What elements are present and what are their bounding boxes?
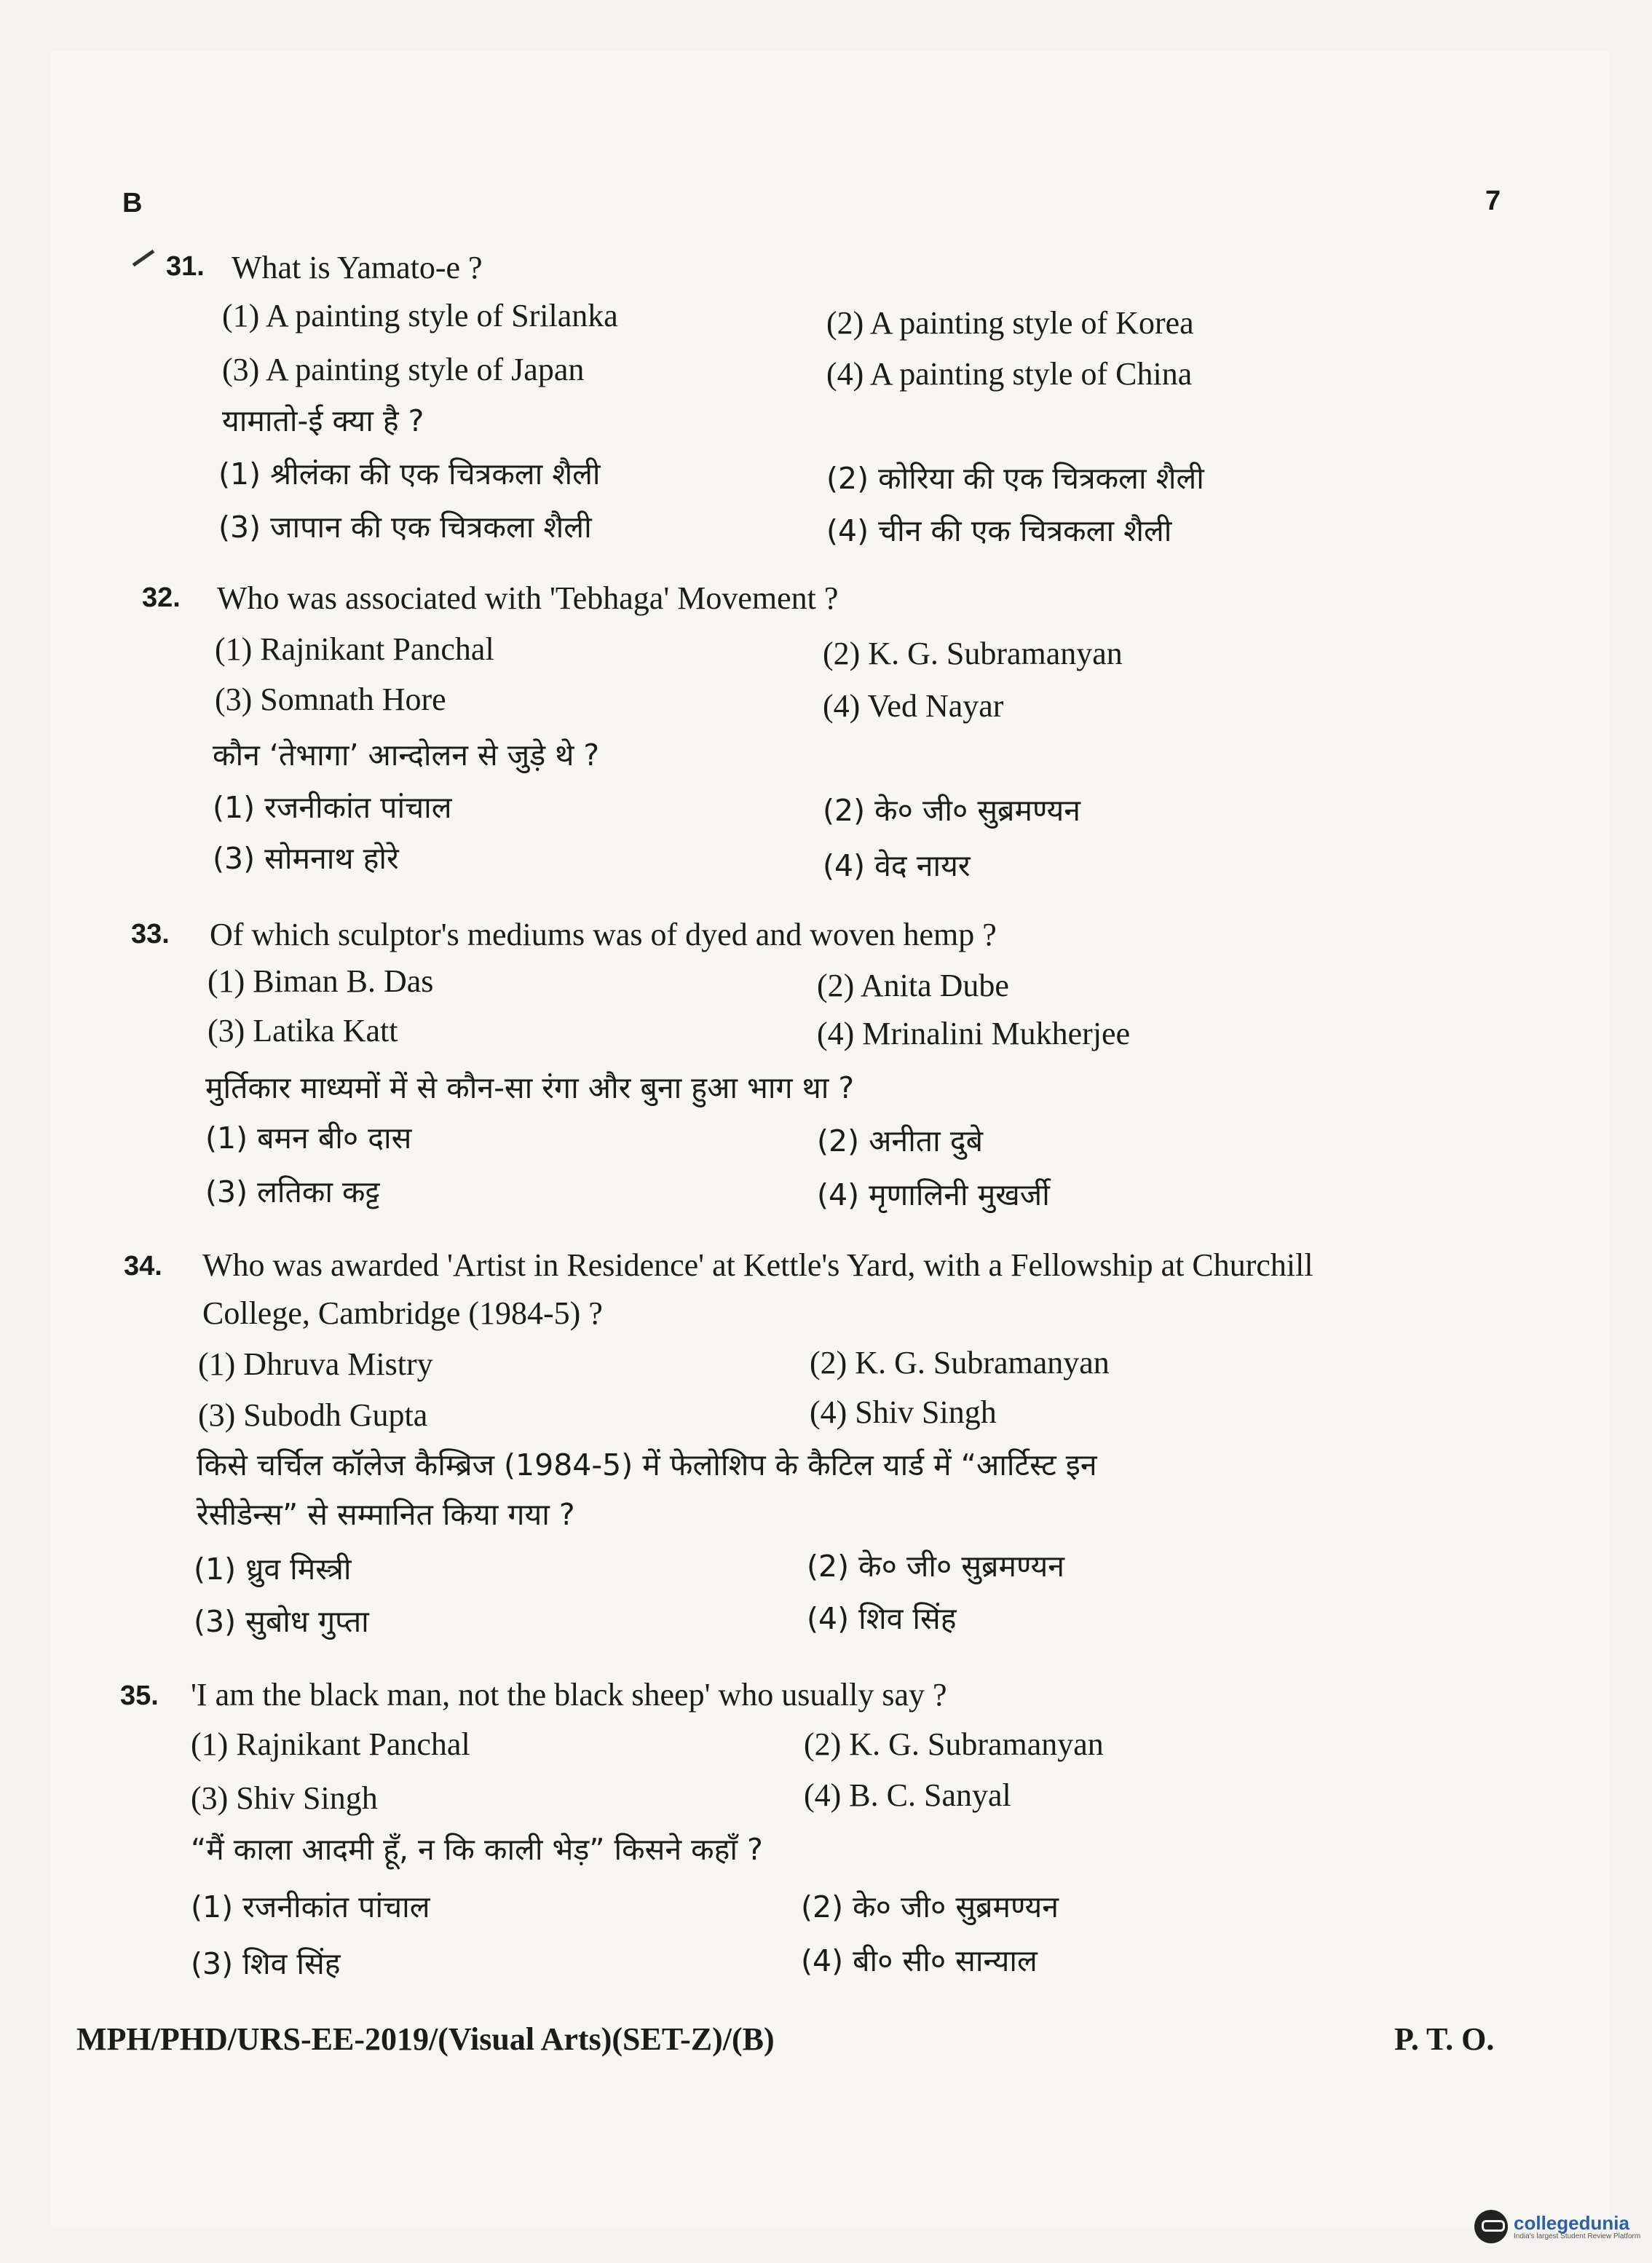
option-en-4: (4) Ved Nayar	[823, 688, 1004, 724]
logo-name: collegedunia	[1514, 2211, 1629, 2234]
option-hi-3: (3) सुबोध गुप्ता	[194, 1604, 369, 1639]
option-hi-2: (2) के० जी० सुब्रमण्यन	[801, 1889, 1059, 1924]
option-en-2: (2) Anita Dube	[817, 968, 1009, 1003]
question-text-hi-line2: रेसीडेन्स” से सम्मानित किया गया ?	[197, 1497, 575, 1532]
option-en-2: (2) K. G. Subramanyan	[823, 636, 1123, 671]
option-hi-4: (4) चीन की एक चित्रकला शैली	[826, 513, 1172, 548]
question-text-en-line2: College, Cambridge (1984-5) ?	[202, 1295, 603, 1331]
option-hi-4: (4) शिव सिंह	[807, 1601, 957, 1636]
question-text-hi: “मैं काला आदमी हूँ, न कि काली भेड़” किसने कहाँ ?	[191, 1832, 763, 1867]
question-text-en: Who was associated with 'Tebhaga' Movement ?	[217, 580, 839, 616]
booklet-set-label: B	[122, 188, 143, 218]
option-hi-3: (3) जापान की एक चित्रकला शैली	[218, 510, 592, 545]
question-text-hi: मुर्तिकार माध्यमों में से कौन-सा रंगा और बुना हुआ भाग था ?	[205, 1070, 855, 1105]
option-en-3: (3) Latika Katt	[208, 1013, 398, 1048]
option-hi-2: (2) अनीता दुबे	[817, 1123, 984, 1158]
question-text-en: Of which sculptor's mediums was of dyed and woven hemp ?	[210, 917, 997, 952]
option-hi-4: (4) मृणालिनी मुखर्जी	[817, 1177, 1050, 1212]
option-hi-3: (3) लतिका कट्ट	[205, 1174, 380, 1209]
please-turn-over: P. T. O.	[1394, 2021, 1495, 2057]
option-en-1: (1) Dhruva Mistry	[198, 1346, 433, 1382]
question-number: 32.	[142, 582, 181, 613]
option-hi-1: (1) ध्रुव मिस्त्री	[194, 1552, 352, 1587]
option-en-4: (4) A painting style of China	[826, 356, 1193, 392]
question-number: 34.	[124, 1251, 162, 1281]
option-en-4: (4) B. C. Sanyal	[804, 1777, 1011, 1813]
option-en-4: (4) Mrinalini Mukherjee	[817, 1016, 1131, 1051]
question-text-en: 'I am the black man, not the black sheep' who usually say ?	[191, 1677, 947, 1713]
option-en-1: (1) Rajnikant Panchal	[215, 631, 494, 667]
question-number: 35.	[120, 1681, 159, 1711]
question-number: 31.	[166, 251, 205, 282]
question-text-hi: यामातो-ई क्या है ?	[222, 403, 424, 438]
option-en-2: (2) K. G. Subramanyan	[810, 1345, 1110, 1381]
option-hi-4: (4) बी० सी० सान्याल	[801, 1943, 1038, 1978]
option-hi-4: (4) वेद नायर	[823, 848, 971, 883]
option-hi-1: (1) बमन बी० दास	[205, 1121, 412, 1156]
option-en-3: (3) Subodh Gupta	[198, 1397, 428, 1433]
page-number: 7	[1485, 186, 1501, 216]
option-en-3: (3) Somnath Hore	[215, 682, 446, 717]
question-text-en-line1: Who was awarded 'Artist in Residence' at Kettle's Yard, with a Fellowship at Churchill	[202, 1247, 1313, 1283]
collegedunia-mascot-icon	[1474, 2210, 1508, 2243]
option-en-1: (1) A painting style of Srilanka	[222, 298, 618, 333]
option-hi-3: (3) सोमनाथ होरे	[213, 841, 399, 876]
option-hi-2: (2) कोरिया की एक चित्रकला शैली	[826, 461, 1204, 496]
exam-code: MPH/PHD/URS-EE-2019/(Visual Arts)(SET-Z)/(B)	[76, 2021, 775, 2057]
option-hi-1: (1) रजनीकांत पांचाल	[213, 790, 452, 825]
option-hi-2: (2) के० जी० सुब्रमण्यन	[807, 1549, 1064, 1584]
option-en-2: (2) K. G. Subramanyan	[804, 1726, 1104, 1762]
option-hi-1: (1) रजनीकांत पांचाल	[191, 1889, 430, 1924]
option-en-4: (4) Shiv Singh	[810, 1394, 997, 1430]
option-hi-3: (3) शिव सिंह	[191, 1946, 341, 1981]
collegedunia-logo	[1474, 2210, 1640, 2243]
logo-wordmark	[1514, 2213, 1640, 2240]
logo-tagline: India's largest Student Review Platform	[1514, 2232, 1641, 2240]
question-text-hi-line1: किसे चर्चिल कॉलेज कैम्ब्रिज (1984-5) में फेलोशिप के कैटिल यार्ड में “आर्टिस्ट इन	[197, 1448, 1097, 1482]
option-en-1: (1) Biman B. Das	[208, 963, 434, 999]
option-en-3: (3) Shiv Singh	[191, 1780, 378, 1816]
option-en-1: (1) Rajnikant Panchal	[191, 1726, 470, 1762]
question-text-en: What is Yamato-e ?	[232, 250, 483, 285]
option-hi-1: (1) श्रीलंका की एक चित्रकला शैली	[218, 457, 601, 491]
question-number: 33.	[131, 919, 170, 949]
question-text-hi: कौन ‘तेभागा’ आन्दोलन से जुड़े थे ?	[213, 738, 600, 773]
option-hi-2: (2) के० जी० सुब्रमण्यन	[823, 793, 1080, 828]
option-en-2: (2) A painting style of Korea	[826, 305, 1194, 341]
option-en-3: (3) A painting style of Japan	[222, 352, 585, 387]
